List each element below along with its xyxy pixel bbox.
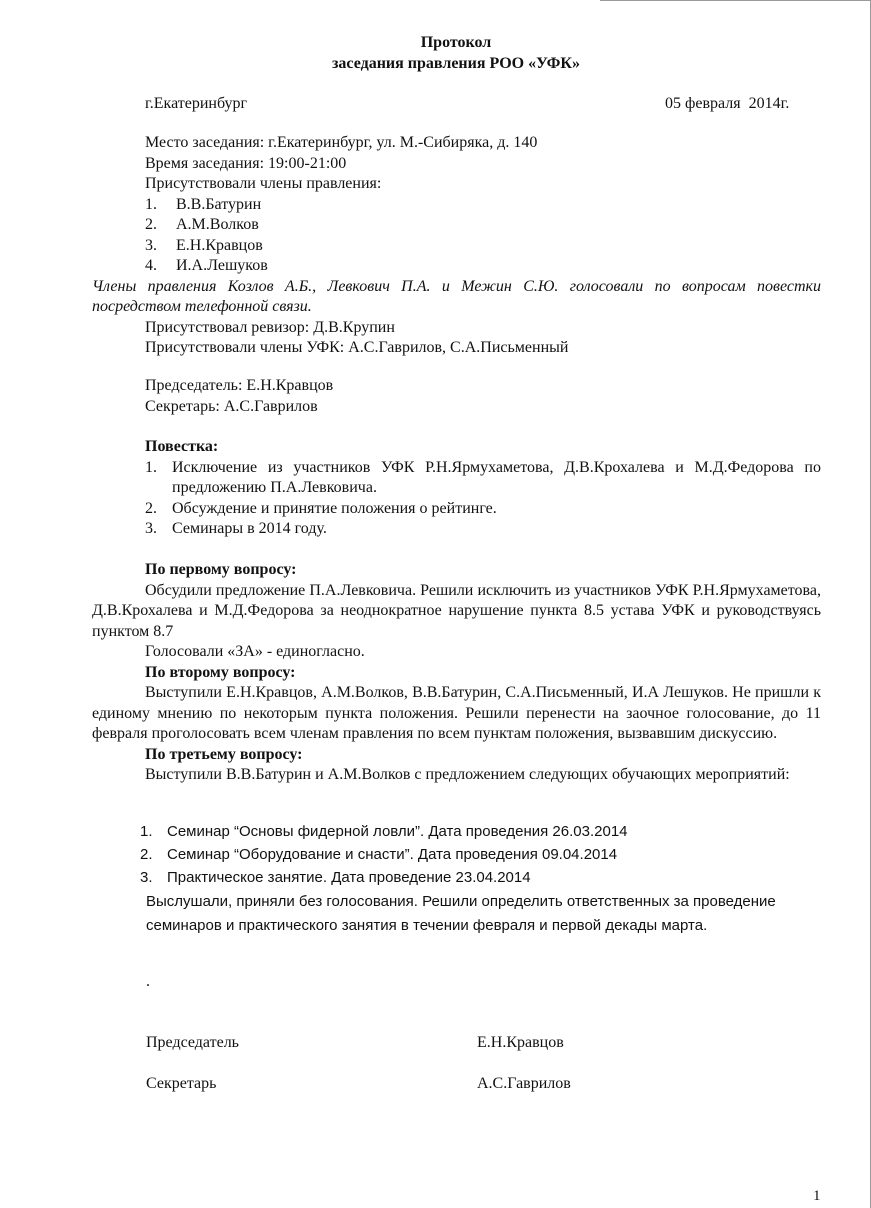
title-line-2: заседания правления РОО «УФК» xyxy=(332,55,580,72)
member-item xyxy=(92,256,821,277)
title-line-1: Протокол xyxy=(420,34,492,51)
q2-heading: По второму вопросу: xyxy=(145,663,296,681)
signature-role-chairman: Председатель xyxy=(146,1034,239,1051)
events-list xyxy=(140,820,740,889)
member-item xyxy=(92,215,821,236)
agenda-heading: Повестка: xyxy=(145,438,219,455)
member-name: И.А.Лешуков xyxy=(176,257,268,274)
member-name: Е.Н.Кравцов xyxy=(176,236,263,254)
signature-role-secretary: Секретарь xyxy=(146,1075,217,1092)
member-number: 2. xyxy=(145,216,157,233)
q3-conclusion: Выслушали, приняли без голосования. Решили определить ответственных за проведение семинаров и практического занятия в течении февраля и первой декады марта. xyxy=(146,893,776,934)
agenda-item xyxy=(92,458,821,499)
event-item xyxy=(140,820,740,843)
signature-name-secretary: А.С.Гаврилов xyxy=(477,1075,571,1092)
secretary: Секретарь: А.С.Гаврилов xyxy=(145,397,318,415)
member-number: 3. xyxy=(145,236,157,254)
q3-heading: По третьему вопросу: xyxy=(145,745,303,763)
member-number: 4. xyxy=(145,257,157,274)
agenda-text: Обсуждение и принятие положения о рейтинге. xyxy=(172,499,497,517)
officers xyxy=(92,376,821,417)
agenda xyxy=(92,437,821,540)
agenda-text: Исключение из участников УФК Р.Н.Ярмухаметова, Д.В.Крохалева и М.Д.Федорова по предложению П.А.Левковича. xyxy=(172,458,821,496)
q1-heading: По первому вопросу: xyxy=(145,561,297,578)
q3-text: Выступили В.В.Батурин и А.М.Волков с предложением следующих обучающих мероприятий: xyxy=(145,766,790,783)
event-text: Практическое занятие. Дата проведение 23.04.2014 xyxy=(167,869,531,886)
member-item xyxy=(92,236,821,257)
agenda-number: 1. xyxy=(145,458,157,476)
event-text: Семинар “Оборудование и снасти”. Дата проведения 09.04.2014 xyxy=(167,846,618,863)
meeting-time: Время заседания: 19:00-21:00 xyxy=(145,154,347,172)
event-item xyxy=(140,866,740,889)
city: г.Екатеринбург xyxy=(145,95,248,112)
chairman: Председатель: Е.Н.Кравцов xyxy=(145,377,334,394)
event-text: Семинар “Основы фидерной ловли”. Дата проведения 26.03.2014 xyxy=(167,823,628,840)
member-name: В.В.Батурин xyxy=(176,195,262,213)
q1-text: Обсудили предложение П.А.Левковича. Решили исключить из участников УФК Р.Н.Ярмухаметова, Д.В.Крохалева и М.Д.Федорова за неоднократное нарушение пункта 8.5 устава УФК и руководствуясь пунктом 8.7 xyxy=(92,581,821,640)
page-number: 1 xyxy=(813,1188,821,1204)
q1-vote: Голосовали «ЗА» - единогласно. xyxy=(145,643,365,660)
ufk-members-present: Присутствовали члены УФК: А.С.Гаврилов, С.А.Письменный xyxy=(145,339,569,356)
signature-name-chairman: Е.Н.Кравцов xyxy=(477,1034,564,1051)
member-name: А.М.Волков xyxy=(176,216,259,233)
agenda-item xyxy=(92,499,821,520)
questions xyxy=(92,560,821,786)
document-date: 05 февраля 2014г. xyxy=(665,95,790,112)
member-item xyxy=(92,195,821,216)
present-label: Присутствовали члены правления: xyxy=(145,175,382,192)
meeting-place: Место заседания: г.Екатеринбург, ул. М.-Сибиряка, д. 140 xyxy=(145,134,538,151)
event-number: 1. xyxy=(140,823,153,840)
member-number: 1. xyxy=(145,195,157,213)
phone-vote-note: Члены правления Козлов А.Б., Левкович П.А. и Межин С.Ю. голосовали по вопросам повестки посредством телефонной связи. xyxy=(92,277,821,315)
meeting-info xyxy=(92,133,821,359)
agenda-number: 3. xyxy=(145,520,157,537)
event-number: 2. xyxy=(140,846,153,863)
q2-text: Выступили Е.Н.Кравцов, А.М.Волков, В.В.Батурин, С.А.Письменный, И.А Лешуков. Не пришли к единому мнению по некоторым пункта положения. Решили перенести на заочное голосование, до 11 февраля проголосовать всем членам правления по всем пунктам положения, вызвавшим дискуссию. xyxy=(92,684,821,742)
page-edge-top xyxy=(600,0,871,1)
agenda-item xyxy=(92,519,821,540)
event-number: 3. xyxy=(140,869,153,886)
agenda-number: 2. xyxy=(145,499,157,517)
event-item xyxy=(140,843,740,866)
auditor: Присутствовал ревизор: Д.В.Крупин xyxy=(145,318,395,336)
agenda-text: Семинары в 2014 году. xyxy=(172,520,327,537)
document-title xyxy=(0,33,871,75)
stray-dot: . xyxy=(146,973,150,990)
